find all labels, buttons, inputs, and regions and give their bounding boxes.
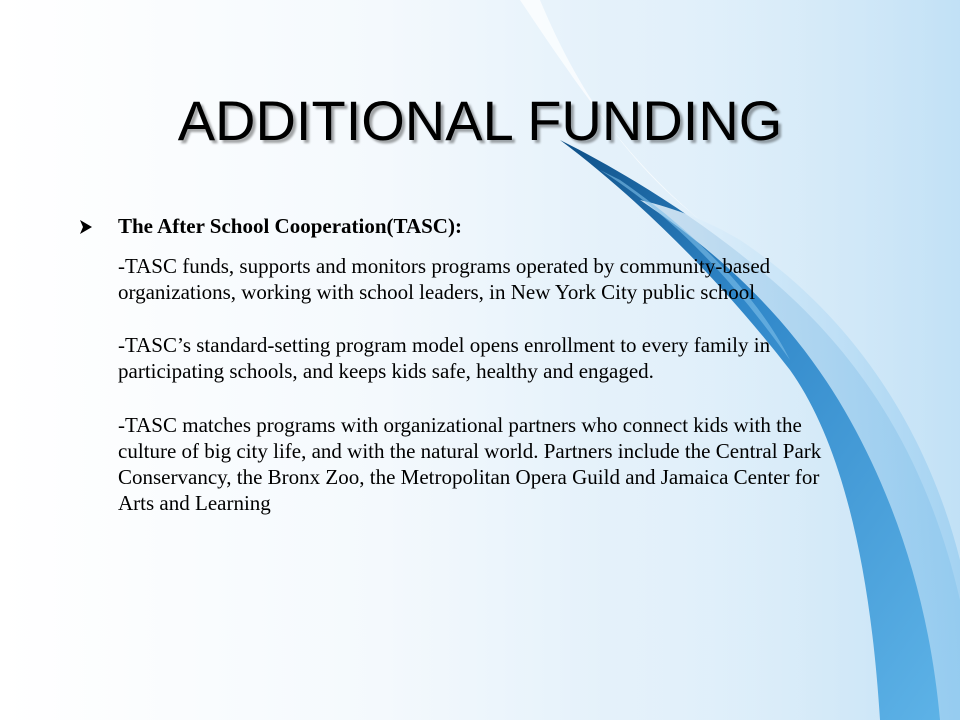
slide-title: ADDITIONAL FUNDING bbox=[177, 89, 783, 152]
bullet-heading: The After School Cooperation(TASC): bbox=[118, 214, 462, 238]
paragraph-partners: -TASC matches programs with organizational partners who connect kids with the culture of big city life, and with the natural world. Partners include the Central Park Conservancy, the Bronx Zoo, the Metropolitan Opera Guild and Jamaica Center for Arts and Learning bbox=[118, 413, 822, 515]
paragraph-model: -TASC’s standard-setting program model opens enrollment to every family in participating schools, and keeps kids safe, healthy and engaged. bbox=[118, 333, 771, 384]
slide-body bbox=[80, 214, 840, 516]
paragraph-funds: -TASC funds, supports and monitors programs operated by community-based organizations, working with school leaders, in New York City public school bbox=[118, 253, 771, 304]
arrow-bullet-icon bbox=[80, 220, 92, 234]
bullet-item bbox=[80, 214, 840, 240]
